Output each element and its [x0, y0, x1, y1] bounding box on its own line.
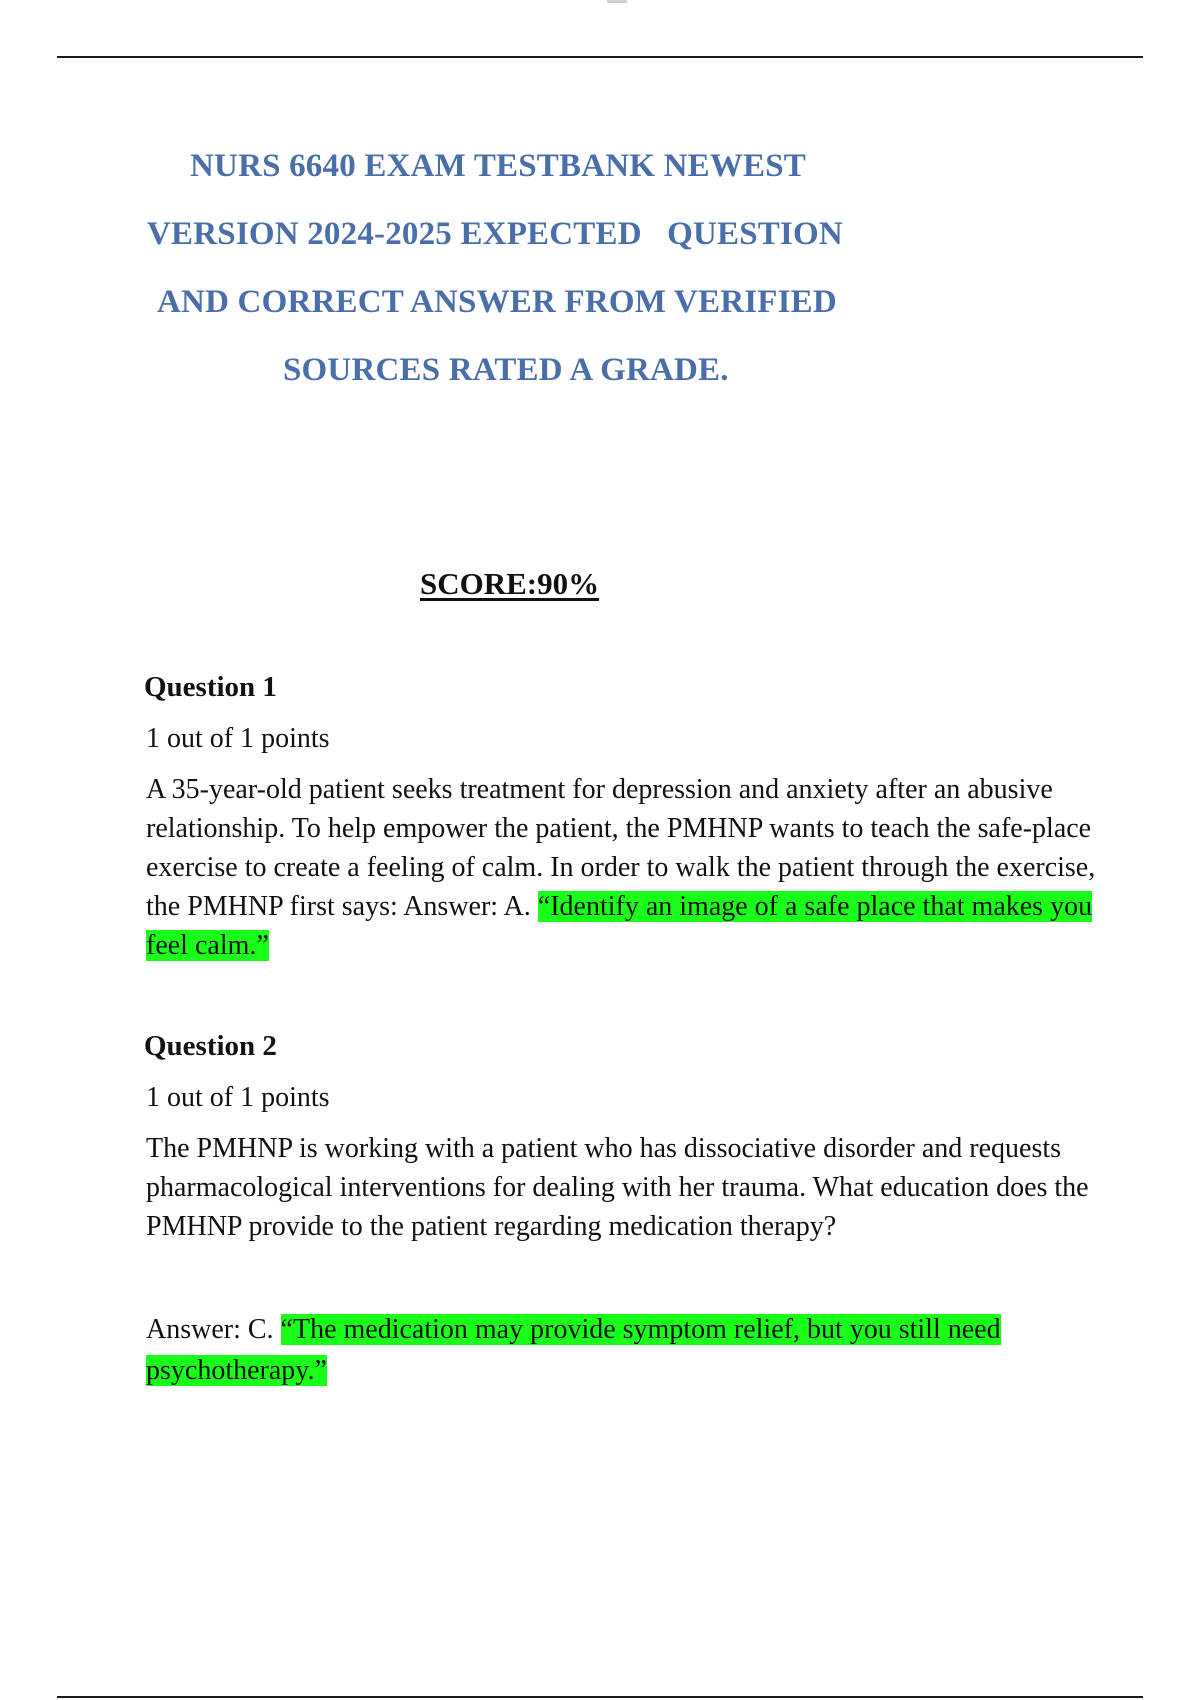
- score-heading: SCORE:90%: [420, 566, 600, 601]
- question-2-heading: Question 2: [144, 1030, 277, 1062]
- question-2-answer: “The medication may provide symptom relief, but you still need psychotherapy.”: [146, 1314, 1001, 1386]
- top-rule: [57, 56, 1143, 58]
- question-1-points: 1 out of 1 points: [146, 723, 330, 754]
- question-1: [146, 668, 1096, 965]
- question-1-stem: A 35-year-old patient seeks treatment for depression and anxiety after an abusive relationship. To help empower the patient, the PMHNP wants to teach the safe-place exercise to create a feeling of calm. In order to walk the patient through the exercise, the PMHNP first says: Answer: A.: [146, 774, 1096, 922]
- title-line-1: NURS 6640 EXAM TESTBANK NEWEST: [190, 148, 807, 184]
- title-line-2: VERSION 2024-2025 EXPECTED QUESTION: [147, 216, 843, 252]
- title-line-3: AND CORRECT ANSWER FROM VERIFIED: [157, 284, 837, 320]
- title-line-4: SOURCES RATED A GRADE.: [283, 352, 729, 388]
- question-1-heading: Question 1: [144, 671, 277, 703]
- question-1-text: [146, 770, 1096, 965]
- question-2: [146, 1027, 1096, 1391]
- question-1-answer: “Identify an image of a safe place that makes you feel calm.”: [146, 891, 1093, 961]
- question-2-points: 1 out of 1 points: [146, 1082, 330, 1113]
- question-2-answer-block: [146, 1309, 1096, 1391]
- bottom-rule: [57, 1696, 1143, 1698]
- question-2-answer-prefix: Answer: C.: [146, 1314, 274, 1345]
- page-top-mark: [607, 0, 627, 3]
- question-2-text: The PMHNP is working with a patient who has dissociative disorder and requests pharmacological interventions for dealing with her trauma. What education does the PMHNP provide to the patient regarding medication therapy?: [146, 1133, 1089, 1242]
